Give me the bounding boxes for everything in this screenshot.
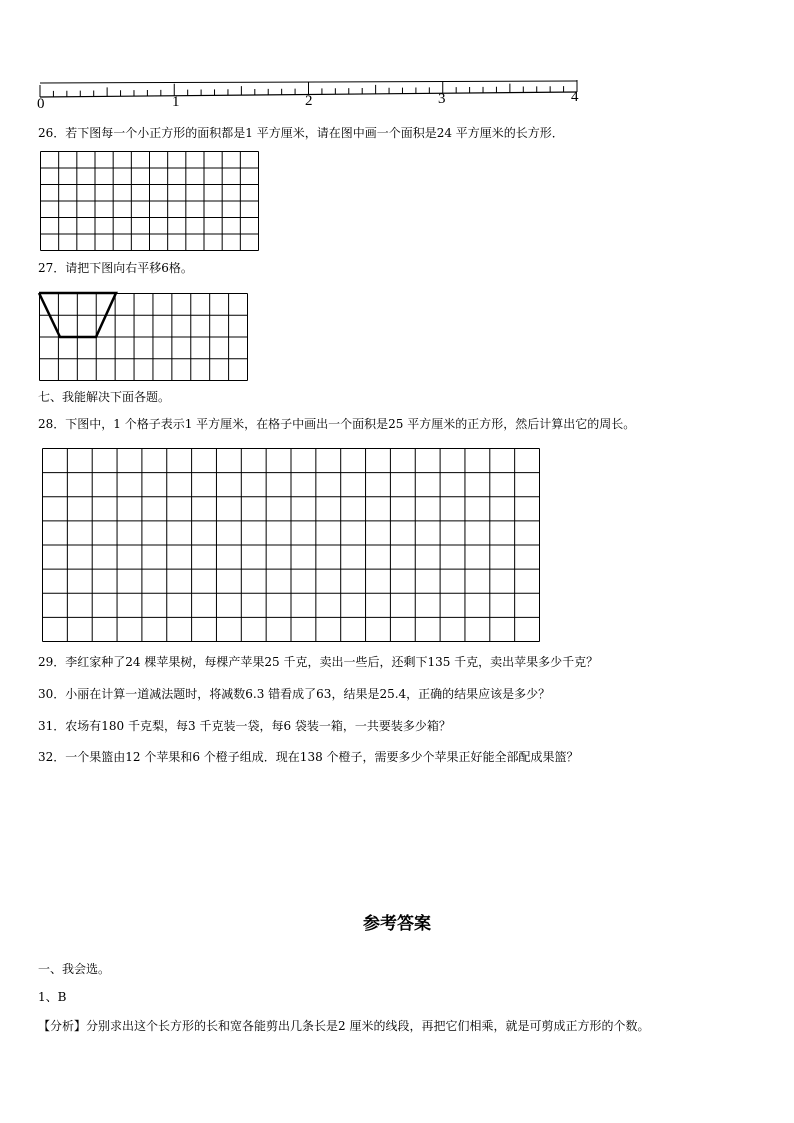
ruler-label-3: 3 xyxy=(438,91,446,107)
answers-section-1: 一、我会选。 xyxy=(38,962,111,976)
ruler-label-2: 2 xyxy=(305,93,313,109)
answers-title: 参考答案 xyxy=(363,914,431,934)
question-32: 32．一个果篮由12 个苹果和6 个橙子组成．现在138 个橙子，需要多少个苹果正好能全部配成果篮？ xyxy=(38,750,579,764)
question-27: 27．请把下图向右平移6格。 xyxy=(38,261,193,275)
ruler xyxy=(0,0,794,120)
ruler-label-4: 4 xyxy=(571,89,579,105)
question-30: 30．小丽在计算一道减法题时，将减数6.3 错看成了63，结果是25.4，正确的结果应该是多少？ xyxy=(38,687,551,701)
ruler-label-1: 1 xyxy=(172,94,180,110)
grid-q27 xyxy=(39,293,249,383)
question-28: 28．下图中，1 个格子表示1 平方厘米，在格子中画出一个面积是25 平方厘米的正方形，然后计算出它的周长。 xyxy=(38,417,636,431)
question-31: 31．农场有180 千克梨，每3 千克装一袋，每6 袋装一箱，一共要装多少箱？ xyxy=(38,719,451,733)
grid-q26 xyxy=(40,151,260,252)
question-26: 26．若下图每一个小正方形的面积都是1 平方厘米，请在图中画一个面积是24 平方厘米的长方形． xyxy=(38,126,564,140)
question-29: 29．李红家种了24 棵苹果树，每棵产苹果25 千克，卖出一些后，还剩下135 千克，卖出苹果多少千克？ xyxy=(38,655,599,669)
section-7-heading: 七、我能解决下面各题。 xyxy=(38,390,171,404)
grid-q28 xyxy=(42,448,542,644)
answer-item-1: 1、B xyxy=(38,990,67,1004)
answer-analysis: 【分析】分别求出这个长方形的长和宽各能剪出几条长是2 厘米的线段，再把它们相乘，就是可剪成正方形的个数。 xyxy=(38,1019,650,1033)
ruler-label-0: 0 xyxy=(37,96,45,112)
